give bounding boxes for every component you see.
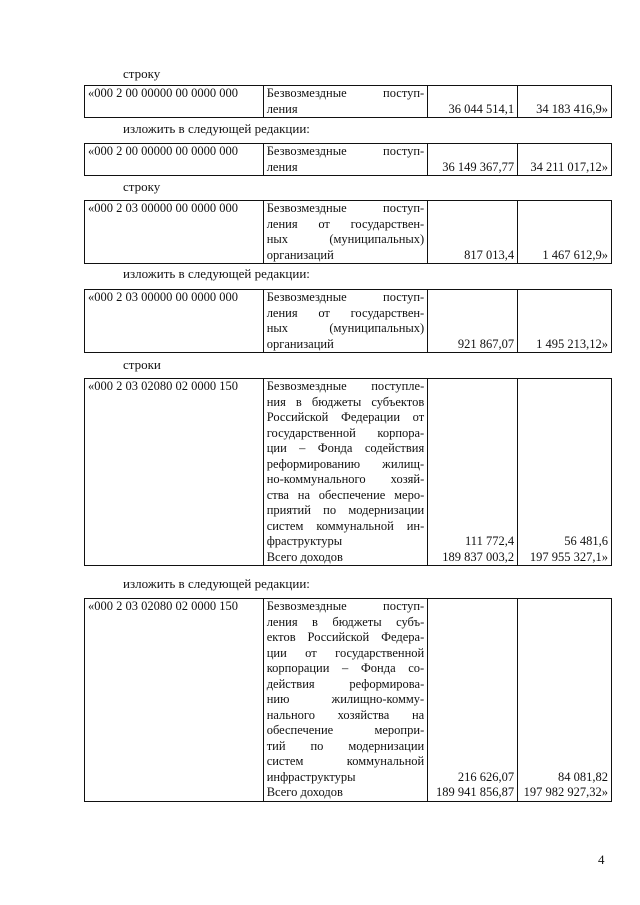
code-cell: «000 2 03 00000 00 0000 000	[85, 290, 264, 353]
name-line: приятий по модернизации	[266, 503, 425, 517]
table-row	[85, 201, 612, 264]
name-line: корпорации – Фонда со-	[266, 661, 425, 675]
name-line: ния в бюджеты субъектов	[266, 394, 425, 409]
value-cell	[518, 599, 612, 802]
name-cell	[263, 144, 428, 176]
value-cell: 36 044 514,1	[428, 86, 518, 118]
value-cell: 817 013,4	[428, 201, 518, 264]
name-line: ления от государствен-	[266, 305, 425, 320]
name-line: организаций	[266, 336, 334, 351]
total-value: 197 982 927,32»	[523, 785, 608, 799]
value: 216 626,07	[457, 769, 515, 784]
value-cell: 1 495 213,12»	[518, 290, 612, 353]
name-line: ства на обеспечение меро-	[266, 487, 425, 502]
name-line: но-коммунального хозяй-	[266, 472, 425, 486]
value-cell: 36 149 367,77	[428, 144, 518, 176]
replace-label: изложить в следующей редакции:	[123, 266, 310, 281]
name-line: ции от государственной	[266, 645, 425, 660]
replace-label: изложить в следующей редакции:	[123, 121, 310, 136]
name-line: тий по модернизации	[266, 738, 425, 753]
name-line: Безвозмездные поступ-	[266, 86, 425, 100]
name-line: ции – Фонда содействия	[266, 441, 425, 455]
value-cell	[428, 379, 518, 566]
name-line: нального хозяйства на	[266, 707, 425, 722]
value-cell: 34 183 416,9»	[518, 86, 612, 118]
table-row	[85, 144, 612, 176]
name-line: систем коммунальной ин-	[266, 518, 425, 533]
code-cell: «000 2 03 00000 00 0000 000	[85, 201, 264, 264]
total-value: 197 955 327,1»	[529, 549, 608, 564]
table-old-row-2	[84, 200, 612, 264]
name-line: инфраструктуры	[266, 769, 356, 784]
name-line: Безвозмездные поступ-	[266, 599, 425, 613]
total-label: Всего доходов	[266, 549, 343, 564]
table-old-row-1	[84, 85, 612, 118]
name-line: ления	[266, 101, 298, 116]
name-line: ления	[266, 159, 298, 174]
row-label: строку	[123, 179, 161, 194]
name-cell	[263, 599, 428, 802]
value: 56 481,6	[564, 534, 608, 548]
name-cell	[263, 86, 428, 118]
name-line: ления от государствен-	[266, 216, 425, 231]
rows-label: строки	[123, 357, 161, 372]
table-old-row-3	[84, 378, 612, 566]
name-cell	[263, 290, 428, 353]
table-new-row-3	[84, 598, 612, 802]
table-row	[85, 290, 612, 353]
code-cell: «000 2 00 00000 00 0000 000	[85, 86, 264, 118]
replace-label: изложить в следующей редакции:	[123, 576, 310, 591]
table-new-row-1	[84, 143, 612, 176]
name-line: фраструктуры	[266, 534, 343, 548]
value-cell: 921 867,07	[428, 290, 518, 353]
total-value: 189 837 003,2	[442, 549, 515, 564]
table-row	[85, 86, 612, 118]
name-line: систем коммунальной	[266, 754, 425, 768]
name-line: Безвозмездные поступ-	[266, 144, 425, 158]
name-line: организаций	[266, 247, 334, 262]
value-cell: 34 211 017,12»	[518, 144, 612, 176]
name-line: реформированию жилищ-	[266, 456, 425, 471]
name-line: ных (муниципальных)	[266, 321, 425, 335]
value-cell: 1 467 612,9»	[518, 201, 612, 264]
row-label: строку	[123, 66, 161, 81]
name-cell	[263, 201, 428, 264]
code-cell: «000 2 00 00000 00 0000 000	[85, 144, 264, 176]
name-line: государственной корпора-	[266, 425, 425, 440]
name-line: Безвозмездные поступле-	[266, 379, 425, 393]
table-row	[85, 379, 612, 566]
code-cell: «000 2 03 02080 02 0000 150	[85, 379, 264, 566]
name-line: обеспечение меропри-	[266, 723, 425, 737]
name-line: ных (муниципальных)	[266, 232, 425, 246]
name-line: Безвозмездные поступ-	[266, 201, 425, 215]
total-label: Всего доходов	[266, 785, 343, 799]
page-number: 4	[598, 852, 605, 867]
name-line: ектов Российской Федера-	[266, 630, 425, 644]
value-cell	[518, 379, 612, 566]
name-line: ления в бюджеты субъ-	[266, 614, 425, 629]
name-line: Российской Федерации от	[266, 410, 425, 424]
name-line: Безвозмездные поступ-	[266, 290, 425, 304]
total-value: 189 941 856,87	[435, 785, 515, 799]
table-new-row-2	[84, 289, 612, 353]
name-line: нию жилищно-комму-	[266, 692, 425, 706]
value-cell	[428, 599, 518, 802]
table-row	[85, 599, 612, 802]
value: 84 081,82	[558, 769, 608, 784]
value: 111 772,4	[465, 534, 515, 548]
name-line: действия реформирова-	[266, 676, 425, 691]
name-cell	[263, 379, 428, 566]
code-cell: «000 2 03 02080 02 0000 150	[85, 599, 264, 802]
